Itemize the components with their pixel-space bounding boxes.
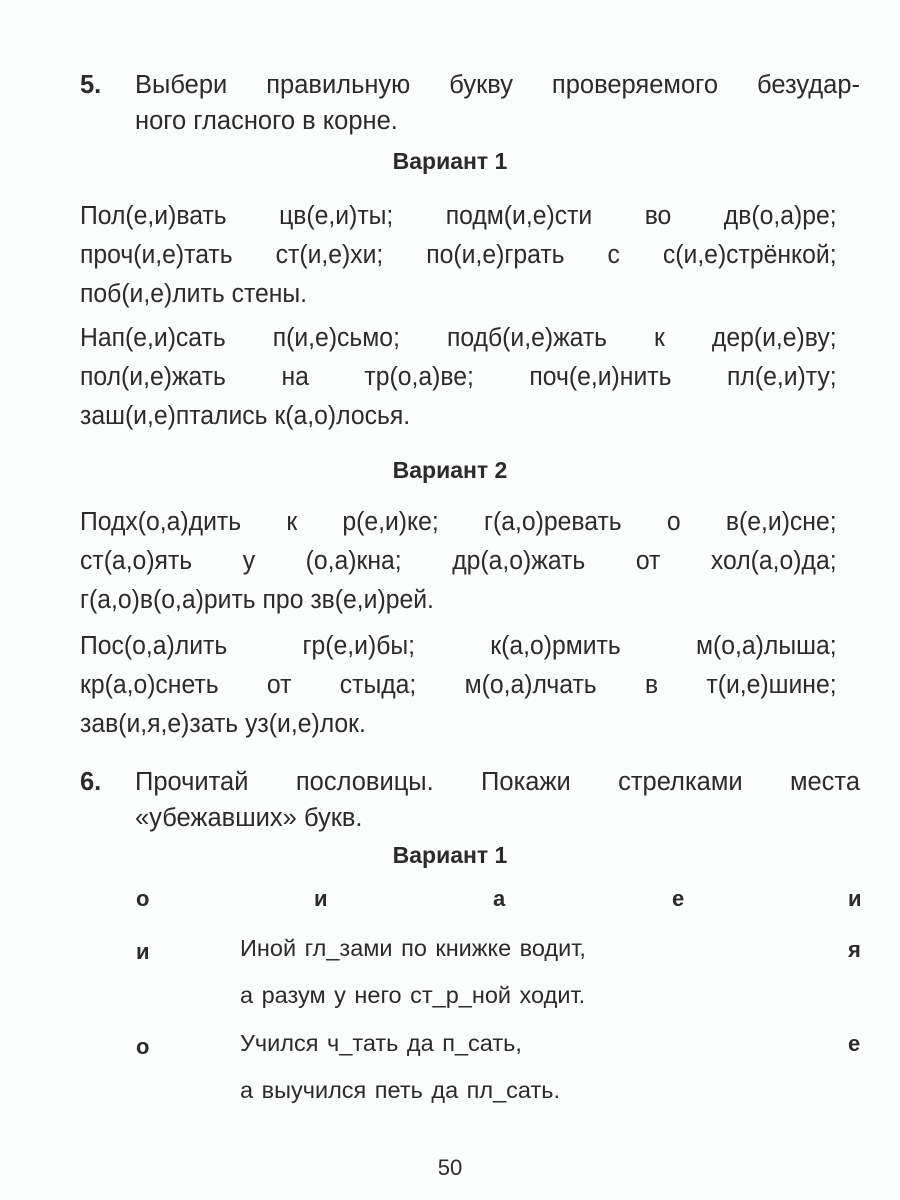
proverb-line: Иной гл_зами по книжке водит,: [240, 935, 586, 961]
proverb-line: а выучился петь да пл_сать.: [240, 1077, 561, 1103]
task-5-number: 5.: [80, 71, 102, 99]
task-5-variant-2-paragraph-2: [80, 627, 837, 744]
missing-letter: е: [848, 1031, 861, 1056]
missing-letter: о: [136, 1034, 150, 1059]
task-6-text: [135, 764, 860, 836]
exercise-line: пол(и,е)жать на тр(о,а)ве; поч(е,и)нить пл(е,и)ту;: [80, 363, 837, 391]
task-6-number: 6.: [80, 768, 102, 796]
task-6-variant-1-title: Вариант 1: [392, 842, 508, 868]
exercise-line: Пол(е,и)вать цв(е,и)ты; подм(и,е)сти во дв(о,а)ре;: [80, 202, 837, 230]
task-6-instruction-line: «убежавших» букв.: [135, 804, 363, 832]
missing-letter: и: [314, 886, 328, 911]
missing-letter: а: [493, 886, 506, 911]
exercise-line: Нап(е,и)сать п(и,е)сьмо; подб(и,е)жать к дер(и,е)ву;: [80, 324, 837, 352]
exercise-line: зав(и,я,е)зать уз(и,е)лок.: [80, 710, 366, 738]
exercise-line: ст(а,о)ять у (о,а)кна; др(а,о)жать от хол(а,о)да;: [80, 547, 837, 575]
missing-letter: е: [672, 886, 685, 911]
exercise-line: кр(а,о)снеть от стыда; м(о,а)лчать в т(и,е)шине;: [80, 671, 837, 699]
exercise-line: г(а,о)в(о,а)рить про зв(е,и)рей.: [80, 586, 434, 614]
page-number: 50: [437, 1155, 463, 1180]
missing-letter: и: [848, 886, 862, 911]
task-6-top-letters: [0, 886, 900, 916]
missing-letter: и: [136, 939, 150, 964]
proverb-line: а разум у него ст_р_ной ходит.: [240, 982, 586, 1008]
task-5-variant-2-paragraph-1: [80, 503, 837, 620]
exercise-line: поб(и,е)лить стены.: [80, 280, 308, 308]
task-5-instruction-line: ного гласного в корне.: [135, 107, 398, 135]
proverb-line: Учился ч_тать да п_сать,: [240, 1030, 522, 1056]
task-5-variant-1-title: Вариант 1: [392, 148, 508, 174]
exercise-line: Подх(о,а)дить к р(е,и)ке; г(а,о)ревать о в(е,и)сне;: [80, 508, 837, 536]
task-6-instruction-line: Прочитай пословицы. Покажи стрелками места: [135, 768, 860, 796]
task-5-variant-1-paragraph-2: [80, 319, 837, 436]
task-5-instruction-line: Выбери правильную букву проверяемого безудар-: [135, 71, 860, 99]
missing-letter: о: [136, 886, 150, 911]
exercise-line: заш(и,е)птались к(а,о)лосья.: [80, 402, 411, 430]
exercise-line: Пос(о,а)лить гр(е,и)бы; к(а,о)рмить м(о,а)лыша;: [80, 632, 837, 660]
task-5-variant-1-paragraph-1: [80, 197, 837, 314]
missing-letter: я: [848, 937, 861, 962]
exercise-line: проч(и,е)тать ст(и,е)хи; по(и,е)грать с с(и,е)стрёнкой;: [80, 241, 837, 269]
task-5-text: [135, 67, 860, 139]
task-5-variant-2-title: Вариант 2: [392, 457, 508, 483]
